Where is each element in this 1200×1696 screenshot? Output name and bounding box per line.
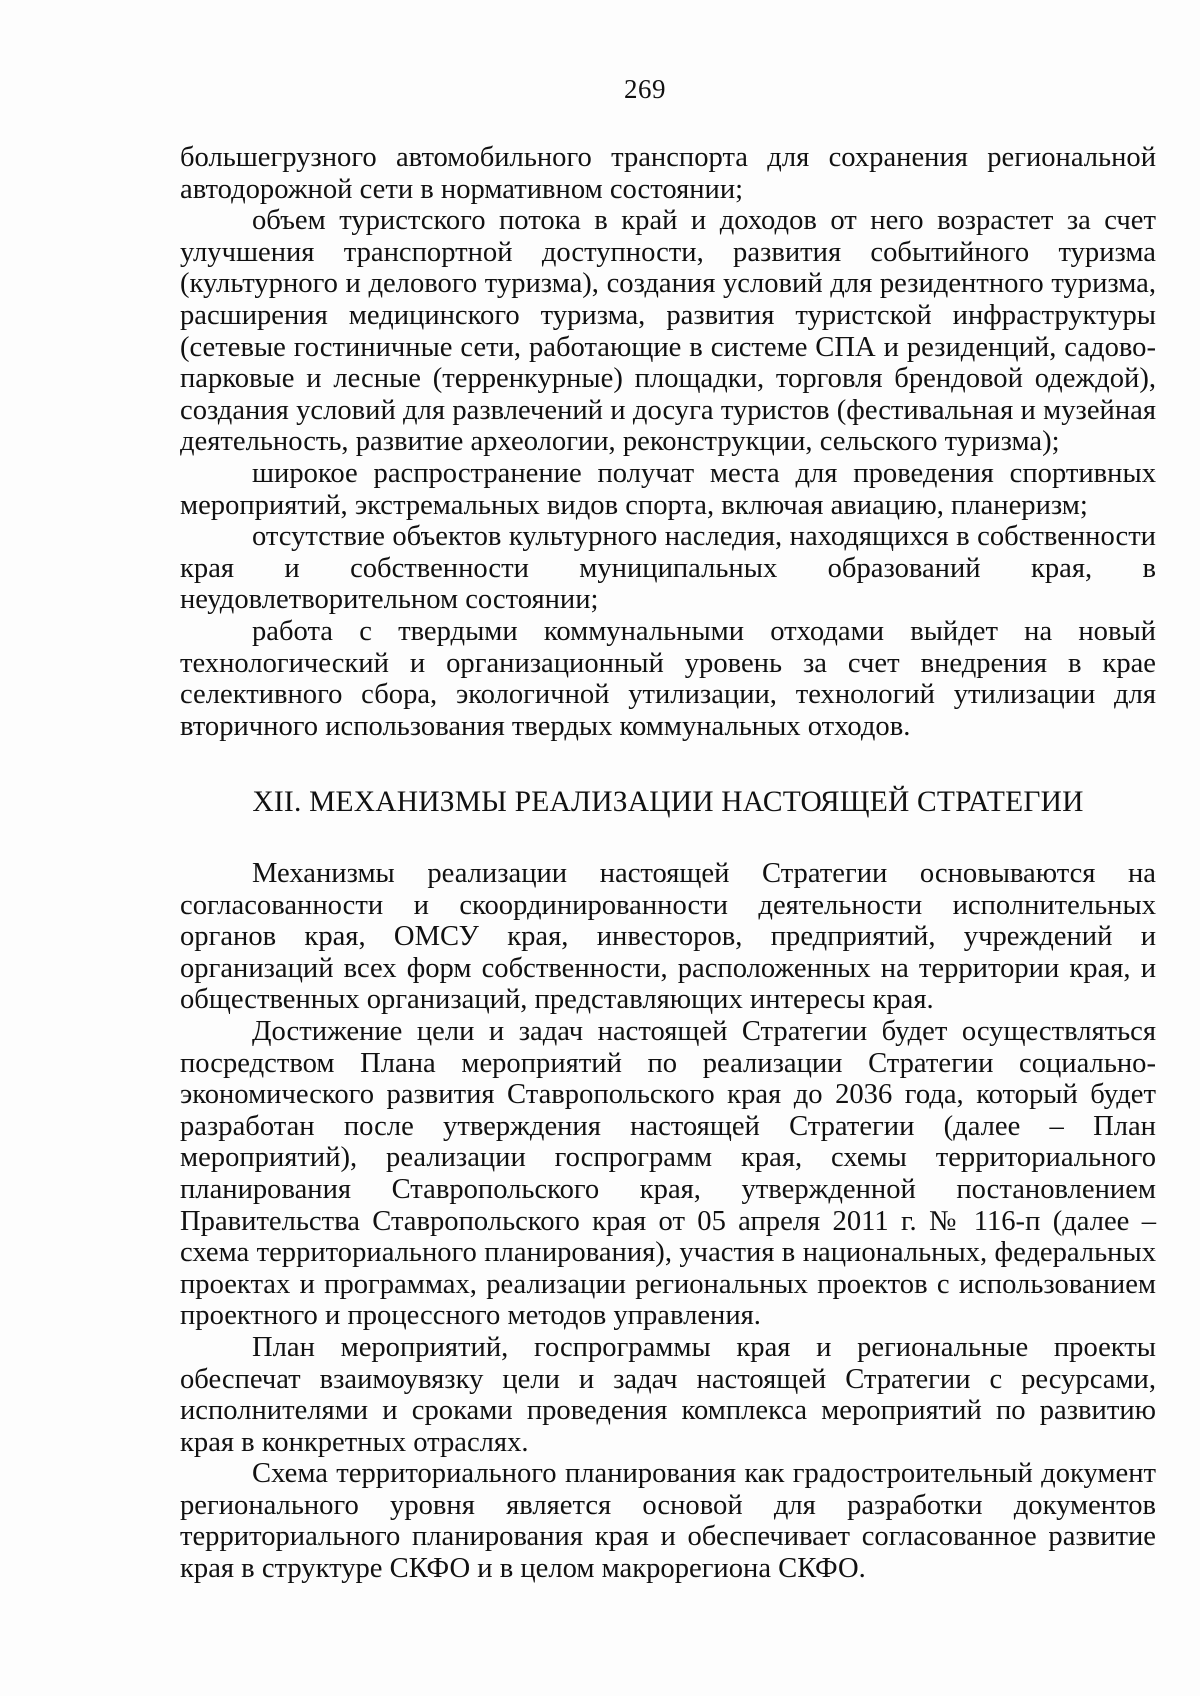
paragraph-mechanisms: Механизмы реализации настоящей Стратегии основываются на согласованности и скоординированности деятельности исполнительных органов края, ОМСУ края, инвесторов, предприятий, учреждений и организаций всех форм собственности, расположенных на территории края, и общественных организаций, представляющих интересы края.	[180, 858, 1156, 1016]
paragraph-goal-achievement: Достижение цели и задач настоящей Стратегии будет осуществляться посредством Плана мероприятий по реализации Стратегии социально-экономического развития Ставропольского края до 2036 года, который будет разработан после утверждения настоящей Стратегии (далее – План мероприятий), реализации госпрограмм края, схемы территориального планирования Ставропольского края, утвержденной постановлением Правительства Ставропольского края от 05 апреля 2011 г. № 116-п (далее – схема территориального планирования), участия в национальных, федеральных проектах и программах, реализации региональных проектов с использованием проектного и процессного методов управления.	[180, 1015, 1156, 1332]
section-text-block	[180, 858, 1156, 1585]
paragraph-territorial-planning: Схема территориального планирования как градостроительный документ регионального уровня является основой для разработки документов территориального планирования края и обеспечивает согласованное развитие края в структуре СКФО и в целом макрорегиона СКФО.	[180, 1458, 1156, 1585]
top-text-block	[180, 142, 1156, 742]
section-heading: XII. МЕХАНИЗМЫ РЕАЛИЗАЦИИ НАСТОЯЩЕЙ СТРАТЕГИИ	[252, 786, 1084, 818]
paragraph-action-plan: План мероприятий, госпрограммы края и региональные проекты обеспечат взаимоувязку цели и задач настоящей Стратегии с ресурсами, исполнителями и сроками проведения комплекса мероприятий по развитию края в конкретных отраслях.	[180, 1331, 1156, 1458]
paragraph-tourism: объем туристского потока в край и доходов от него возрастет за счет улучшения транспортной доступности, развития событийного туризма (культурного и делового туризма), создания условий для резидентного туризма, расширения медицинского туризма, развития туристской инфраструктуры (сетевые гостиничные сети, работающие в системе СПА и резиденций, садово-парковые и лесные (терренкурные) площадки, торговля брендовой одеждой), создания условий для развлечений и досуга туристов (фестивальная и музейная деятельность, развитие археологии, реконструкции, сельского туризма);	[180, 205, 1156, 458]
page-number: 269	[624, 74, 666, 104]
paragraph-cultural-heritage: отсутствие объектов культурного наследия, находящихся в собственности края и собственности муниципальных образований края, в неудовлетворительном состоянии;	[180, 521, 1156, 616]
paragraph-sports-venues: широкое распространение получат места для проведения спортивных мероприятий, экстремальных видов спорта, включая авиацию, планеризм;	[180, 457, 1156, 521]
paragraph-continuation: большегрузного автомобильного транспорта для сохранения региональной автодорожной сети в нормативном состоянии;	[180, 142, 1156, 205]
paragraph-waste-management: работа с твердыми коммунальными отходами выйдет на новый технологический и организационный уровень за счет внедрения в крае селективного сбора, экологичной утилизации, технологий утилизации для вторичного использования твердых коммунальных отходов.	[180, 615, 1156, 742]
